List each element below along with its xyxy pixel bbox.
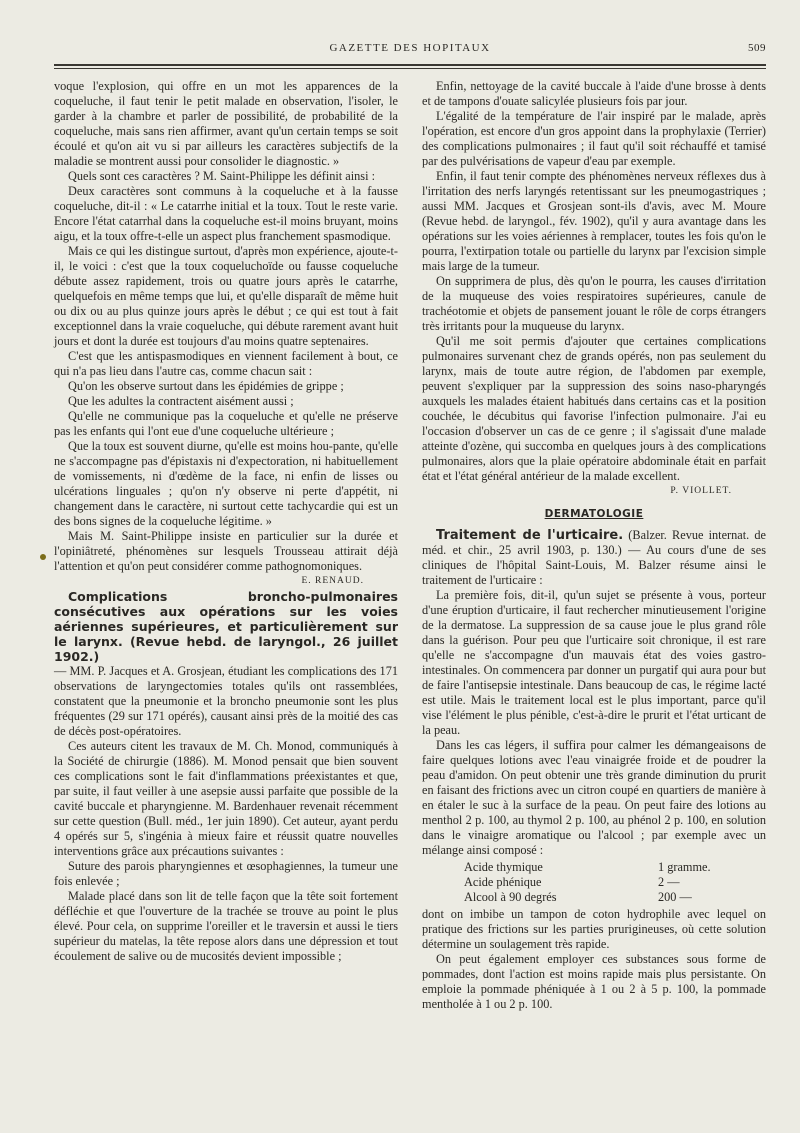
formula-ingredient: Acide thymique — [464, 860, 543, 874]
paragraph: Mais ce qui les distingue surtout, d'après mon expérience, ajoute-t-il, le voici : c'est que la toux coqueluchoïde ou fausse coqueluche débute assez rapidement, trois ou quatre jours après le catarrhe, quelquefois en même temps que lui, et qu'elle disparaît de même huit ou dix ou au plus quinze jours après le début ; ce qui est tout à fait exceptionnel dans la vraie coqueluche, qui débute rarement avant huit jours et dont la durée est toujours d'au moins quatre septenaires. — [54, 244, 398, 348]
author-signature: P. VIOLLET. — [670, 486, 732, 496]
paragraph: C'est que les antispasmodiques en viennent facilement à bout, ce qui n'a pas lieu dans l'autre cas, comme chacun sait : — [54, 349, 398, 378]
paragraph: Qu'il me soit permis d'ajouter que certaines complications pulmonaires survenant chez de grands opérés, non pas seulement du larynx, mais de toute autre région, de l'abdomen par exemple, peuvent s'expliquer par la suppression des soins naso-pharyngés auxquels les malades étaient habitués dans certains cas et la position couchée, le décubitus qui favorise l'infection pulmonaire. J'ai eu l'occasion d'observer un cas de ce genre ; il s'agissait d'une malade atteinte d'ozène, qui succomba en quelques jours à des complications pulmonaires, alors que la plaie opératoire abdominale était en parfait état et l'état général antérieur de la malade excellent. — [422, 334, 766, 483]
paragraph: Deux caractères sont communs à la coqueluche et à la fausse coqueluche, dit-il : « Le catarrhe initial et la toux. Tout le reste varie. Encore l'état catarrhal dans la coqueluche est-il moins bruyant, moins aigu, et la toux offre-t-elle un aspect plus franchement spasmodique. — [54, 184, 398, 243]
formula-row — [464, 860, 744, 875]
formula-ingredient: Acide phénique — [464, 875, 542, 889]
article-reference: (Balzer. Revue internat. de méd. et chir., 25 avril 1903, p. 130.) — Au cours d'une de ses cliniques de l'hôpital Saint-Louis, M. Balzer résume ainsi le traitement de l'urticaire : — [422, 528, 766, 587]
formula-row — [464, 875, 744, 890]
article-lead — [422, 528, 766, 588]
page-number: 509 — [748, 42, 766, 54]
article-title: Traitement de l'urticaire. — [436, 528, 624, 543]
paragraph: Que les adultes la contractent aisément aussi ; — [68, 394, 294, 408]
margin-mark — [40, 554, 46, 560]
journal-title: GAZETTE DES HOPITAUX — [329, 42, 491, 54]
formula-ingredient: Alcool à 90 degrés — [464, 890, 557, 904]
section-heading: DERMATOLOGIE — [544, 508, 644, 520]
paragraph: On peut également employer ces substances sous forme de pommades, dont l'action est moins rapide mais plus persistante. On emploie la pommade phéniquée à 1 ou 2 à 5 p. 100, la pommade mentholée à 1 ou 2 p. 100. — [422, 952, 766, 1011]
paragraph: Ces auteurs citent les travaux de M. Ch. Monod, communiqués à la Société de chirurgie (1886). M. Monod pensait que bien souvent ces complications sont le fait d'inflammations préexistantes et que, par suite, il faut veiller à une asepsie aussi parfaite que possible de la cavité buccale et pharyngienne. M. Bardenhauer revenait récemment sur cette question (Bull. méd., 1er juin 1890). Cet auteur, ayant perdu 4 opérés sur 5, s'ingénia à mieux faire et réussit quatre nouvelles interventions grâce aux précautions suivantes : — [54, 739, 398, 858]
paragraph: Mais M. Saint-Philippe insiste en particulier sur la durée et l'opiniâtreté, phénomènes sur lesquels Trousseau attirait déjà l'attention et qu'on peut considérer comme pathognomoniques. — [54, 529, 398, 573]
paragraph: Enfin, il faut tenir compte des phénomènes nerveux réflexes dus à l'irritation des nerfs laryngés retentissant sur les pneumogastriques ; aussi MM. Jacques et Grosjean sont-ils d'avis, avec M. Moure (Revue hebd. de laryngol., fév. 1902), qu'il y aura avantage dans les opérations sur les voies aériennes à remplacer, toutes les fois qu'on le pourra, l'extirpation totale ou partielle du larynx par l'excision simple mais large de la tumeur. — [422, 169, 766, 273]
paragraph: Dans les cas légers, il suffira pour calmer les démangeaisons de faire quelques lotions avec l'eau vinaigrée froide et de poudrer la peau d'amidon. On peut obtenir une très grande diminution du prurit en faisant des frictions avec un citron coupé en quartiers de manière à en étaler le suc à la surface de la peau. On peut faire des lotions au menthol 2 p. 100, au thymol 2 p. 100, au phénol 2 p. 100, en solution dans le vinaigre aromatique ou l'alcool ; par exemple avec un mélange ainsi composé : — [422, 738, 766, 857]
paragraph: Que la toux est souvent diurne, qu'elle est moins hou-pante, qu'elle ne s'accompagne pas d'épistaxis ni d'expectoration, ni habituellement de vomissements, ni d'œdème de la face, ni enfin de lisses ou ulcérations linguales ; qu'on n'y observe ni perte d'appétit, ni changement dans le caractère, ni surtout cette tachycardie qui est un des bons signes de la coqueluche légitime. » — [54, 439, 398, 528]
left-column — [54, 79, 398, 1012]
article-title: Complications broncho-pulmonaires consécutives aux opérations sur les voies aériennes supérieures, et particulièrement sur le larynx. (Revue hebd. de laryngol., 26 juillet 1902.) — [54, 589, 398, 664]
formula-quantity: 2 — — [658, 875, 680, 889]
formula-row — [464, 890, 744, 905]
right-column — [422, 79, 766, 1012]
paragraph: On supprimera de plus, dès qu'on le pourra, les causes d'irritation de la muqueuse des voies respiratoires supérieures, canule de trachéotomie et objets de pansement jouant le rôle de corps étrangers très irritants pour la muqueuse du larynx. — [422, 274, 766, 333]
paragraph: dont on imbibe un tampon de coton hydrophile avec lequel on pratique des frictions sur les parties prurigineuses, où cette solution détermine un soulagement très rapide. — [422, 907, 766, 951]
formula-quantity: 1 gramme. — [658, 860, 711, 874]
paragraph: La première fois, dit-il, qu'un sujet se présente à vous, porteur d'une éruption d'urticaire, il faut rechercher minutieusement l'origine de la dermatose. La suppression de sa cause joue le plus grand rôle dans la guérison. Pour peu que l'urticaire soit chronique, il est rare qu'elle ne s'accompagne d'un mauvais état des voies gastro-intestinales. On commencera par donner un purgatif qui aura pour but de faire l'antisepsie intestinale. Dans beaucoup de cas, le régime lacté est utile. Mais le traitement local est le plus important, parce qu'il vise l'élément le plus pénible, c'est-à-dire le prurit et l'état urticant de la peau. — [422, 588, 766, 737]
paragraph: Suture des parois pharyngiennes et œsophagiennes, la tumeur une fois enlevée ; — [54, 859, 398, 888]
paragraph: L'égalité de la température de l'air inspiré par le malade, après l'opération, est encore d'un gros appoint dans la prophylaxie (Terrier) des complications pulmonaires ; il faut qu'il soit réchauffé et tamisé par des pulvérisations de vapeur d'eau par exemple. — [422, 109, 766, 168]
formula-quantity: 200 — — [658, 890, 692, 904]
header-rule — [54, 64, 766, 66]
page-header — [54, 42, 766, 60]
paragraph: Qu'elle ne communique pas la coqueluche et qu'elle ne préserve pas les enfants qui l'ont eue d'une coqueluche ultérieure ; — [54, 409, 398, 438]
prescription-formula — [464, 860, 744, 905]
paragraph: voque l'explosion, qui offre en un mot les apparences de la coqueluche, il faut tenir le petit malade en observation, l'isoler, le garder à la chambre et parler de possibilité, de probabilité de la coqueluche, mais sans rien affirmer, avant qu'un certain temps se soit écoulé et qu'on ait vu si par ailleurs les caractères subjectifs de la maladie se montrent aussi pour consolider le diagnostic. » — [54, 79, 398, 168]
author-signature: E. RENAUD. — [301, 576, 364, 586]
header-rule-thin — [54, 68, 766, 69]
paragraph: — MM. P. Jacques et A. Grosjean, étudiant les complications des 171 observations de laryngectomies totales qu'ils ont rassemblées, constatent que la pneumonie et la broncho pneumonie sont les plus fréquentes (29 sur 171 opérés), causant ainsi près de la moitié des cas de décès post-opératoires. — [54, 664, 398, 738]
paragraph: Malade placé dans son lit de telle façon que la tête soit fortement défléchie et que l'ouverture de la trachée se trouve au point le plus élevé. Pour cela, on supprime l'oreiller et le traversin et aussi le tiers supérieur du matelas, la tête repose alors dans une dépression et tout écoulement de salive ou de mucosités devient impossible ; — [54, 889, 398, 963]
paragraph: Quels sont ces caractères ? M. Saint-Philippe les définit ainsi : — [68, 169, 376, 183]
paragraph: Qu'on les observe surtout dans les épidémies de grippe ; — [68, 379, 344, 393]
paragraph: Enfin, nettoyage de la cavité buccale à l'aide d'une brosse à dents et de tampons d'ouate salicylée plusieurs fois par jour. — [422, 79, 766, 108]
columns — [54, 79, 766, 1012]
